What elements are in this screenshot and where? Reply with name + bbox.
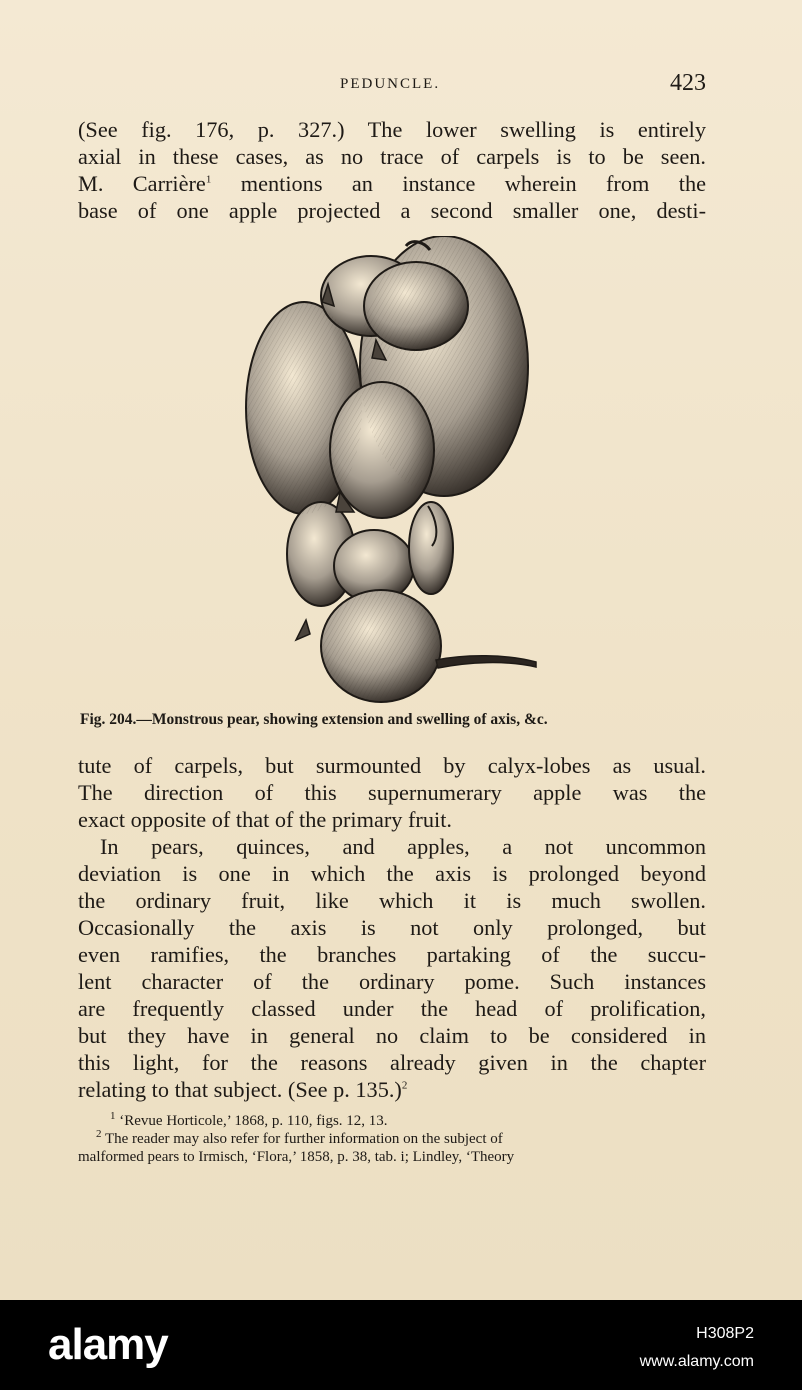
footnote-2-continued: malformed pears to Irmisch, ‘Flora,’ 1858, p. 38, tab. i; Lindley, ‘Theory: [78, 1149, 515, 1165]
text-line: deviation is one in which the axis is prolonged beyond: [78, 861, 706, 886]
figure-label: Fig. 204.: [80, 711, 137, 728]
footnote-text: ‘Revue Horticole,’ 1868, p. 110, figs. 12, 13.: [115, 1113, 388, 1129]
text-line: [78, 170, 706, 197]
text-line: but they have in general no claim to be considered in: [78, 1023, 706, 1048]
footnote-1: [78, 1112, 708, 1130]
text-line: even ramifies, the branches partaking of the succu-: [78, 942, 706, 967]
footnote-2: [78, 1130, 708, 1148]
watermark-bar: [0, 1300, 802, 1390]
paragraph-1: [78, 116, 706, 224]
footnote-ref-2: 2: [401, 1079, 408, 1092]
image-id: [640, 1320, 754, 1376]
text-line: this light, for the reasons already given in the chapter: [78, 1050, 706, 1075]
text-line: tute of carpels, but surmounted by calyx-lobes as usual.: [78, 753, 706, 778]
text-line: base of one apple projected a second smaller one, desti-: [78, 198, 706, 223]
footnote-text: The reader may also refer for further information on the subject of: [101, 1131, 503, 1147]
text-line: exact opposite of that of the primary fruit.: [78, 807, 452, 832]
image-source-url: www.alamy.com: [639, 1353, 754, 1370]
paragraph-3: [78, 833, 706, 1103]
footnote-mark: 2: [96, 1128, 102, 1140]
text-line: Occasionally the axis is not only prolonged, but: [78, 915, 706, 940]
text-run: mentions an instance wherein from the: [211, 171, 706, 196]
text-line: are frequently classed under the head of prolification,: [78, 996, 706, 1021]
text-line: [78, 1076, 706, 1103]
text-run: relating to that subject. (See p. 135.): [78, 1077, 402, 1102]
caption-text: —Monstrous pear, showing extension and swelling of axis, &c.: [136, 711, 548, 728]
author-name: M. Carrière: [78, 171, 206, 196]
footnote-ref-1: 1: [205, 173, 212, 186]
text-line: lent character of the ordinary pome. Such instances: [78, 969, 706, 994]
text-line: the ordinary fruit, like which it is much swollen.: [78, 888, 706, 913]
figure-caption: [80, 711, 706, 729]
image-id-code: H308P2: [696, 1325, 754, 1342]
text-line: axial in these cases, as no trace of carpels is to be seen.: [78, 144, 706, 169]
footnote-mark: 1: [110, 1110, 116, 1122]
monstrous-pear-illustration: [236, 236, 542, 706]
page-header: [78, 70, 706, 96]
text-line: In pears, quinces, and apples, a not uncommon: [100, 834, 706, 859]
alamy-logo: alamy: [48, 1320, 168, 1369]
text-line: (See fig. 176, p. 327.) The lower swelling is entirely: [78, 117, 706, 142]
running-head: PEDUNCLE.: [340, 76, 441, 92]
page-number: 423: [670, 70, 706, 96]
text-line: The direction of this supernumerary apple was the: [78, 780, 706, 805]
paragraph-2: [78, 752, 706, 833]
